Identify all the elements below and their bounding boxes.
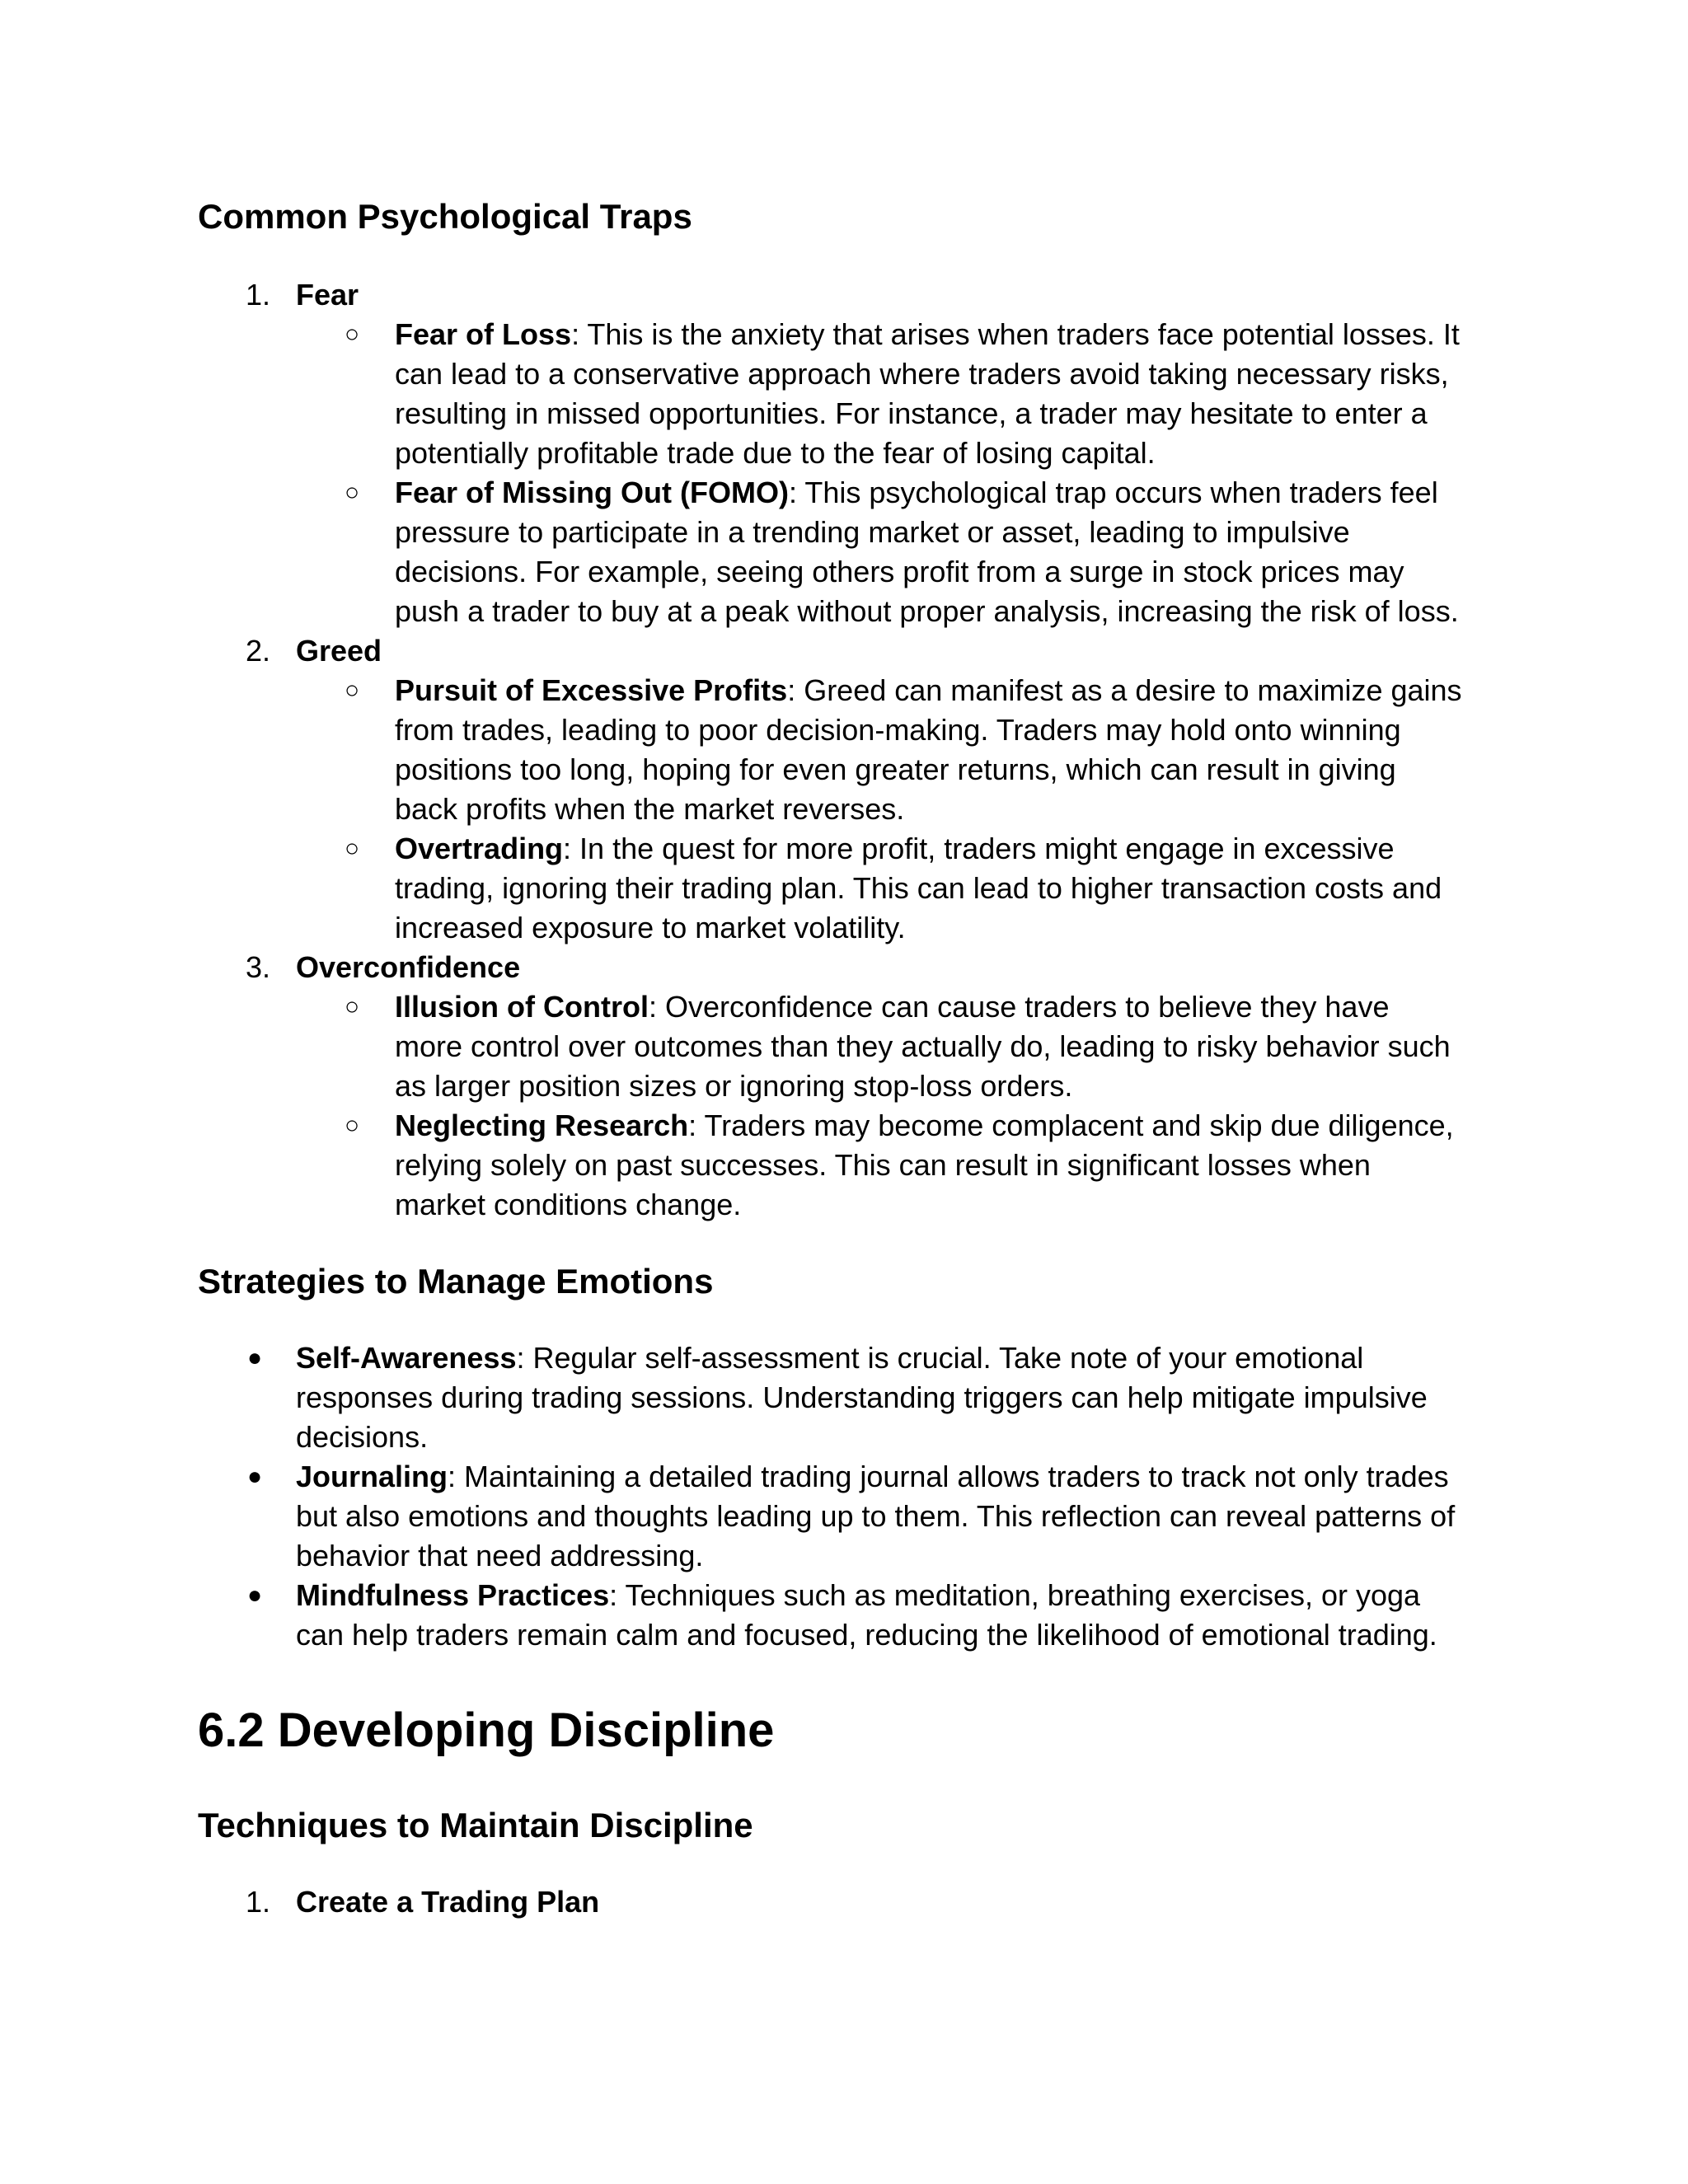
bullet-item-text: Mindfulness Practices: Techniques such as meditation, breathing exercises, or yoga (296, 1578, 1421, 1612)
sub-item-text: as larger position sizes or ignoring stop-loss orders. (395, 1069, 1073, 1103)
sub-item-text: positions too long, hoping for even greater returns, which can result in giving (395, 752, 1396, 786)
bullet-marker: ● (247, 1344, 263, 1371)
section-heading-techniques: Techniques to Maintain Discipline (198, 1806, 753, 1844)
sub-item-text: potentially profitable trade due to the fear of losing capital. (395, 436, 1156, 470)
sub-item-text: push a trader to buy at a peak without proper analysis, increasing the risk of loss. (395, 594, 1459, 628)
sub-item-text: can lead to a conservative approach where traders avoid taking necessary risks, (395, 357, 1449, 391)
sub-item-text: relying solely on past successes. This can result in significant losses when (395, 1148, 1371, 1182)
bullet-item-text: behavior that need addressing. (296, 1539, 704, 1572)
section-heading-strategies: Strategies to Manage Emotions (198, 1262, 714, 1301)
sub-item-text: Neglecting Research: Traders may become complacent and skip due diligence, (395, 1108, 1454, 1142)
sub-item-text: resulting in missed opportunities. For instance, a trader may hesitate to enter a (395, 396, 1428, 430)
sub-item-text: Overtrading: In the quest for more profit, traders might engage in excessive (395, 832, 1395, 865)
sub-item-text: market conditions change. (395, 1188, 742, 1221)
bullet-marker: ● (247, 1463, 263, 1490)
bullet-item-text: but also emotions and thoughts leading up to them. This reflection can reveal patterns of (296, 1499, 1456, 1533)
bullet-item-text: Journaling: Maintaining a detailed trading journal allows traders to track not only trades (296, 1460, 1449, 1493)
bullet-item-text: responses during trading sessions. Understanding triggers can help mitigate impulsive (296, 1380, 1428, 1414)
sub-item-text: Illusion of Control: Overconfidence can cause traders to believe they have (395, 990, 1390, 1024)
sub-item-text: increased exposure to market volatility. (395, 911, 906, 944)
bullet-item-text: can help traders remain calm and focused, reducing the likelihood of emotional trading. (296, 1618, 1437, 1652)
list-number: 1. (246, 1885, 271, 1919)
sub-item-text: decisions. For example, seeing others profit from a surge in stock prices may (395, 555, 1404, 588)
sub-bullet-marker: ○ (345, 835, 360, 862)
sub-item-text: Fear of Missing Out (FOMO): This psychological trap occurs when traders feel (395, 476, 1438, 509)
sub-item-text: back profits when the market reverses. (395, 792, 905, 826)
sub-item-text: Pursuit of Excessive Profits: Greed can manifest as a desire to maximize gains (395, 673, 1462, 707)
list-item-title: Greed (296, 634, 382, 668)
list-number: 2. (246, 634, 271, 668)
sub-bullet-marker: ○ (345, 677, 360, 704)
list-item-title: Create a Trading Plan (296, 1885, 600, 1919)
list-number: 1. (246, 278, 271, 312)
sub-bullet-marker: ○ (345, 1112, 360, 1139)
sub-item-text: Fear of Loss: This is the anxiety that arises when traders face potential losses. It (395, 317, 1460, 351)
bullet-marker: ● (247, 1582, 263, 1609)
list-item-title: Overconfidence (296, 950, 521, 984)
sub-item-text: from trades, leading to poor decision-making. Traders may hold onto winning (395, 713, 1401, 747)
sub-item-text: more control over outcomes than they actually do, leading to risky behavior such (395, 1029, 1451, 1063)
list-item-title: Fear (296, 278, 359, 312)
bullet-item-text: decisions. (296, 1420, 429, 1454)
sub-item-text: pressure to participate in a trending market or asset, leading to impulsive (395, 515, 1350, 549)
sub-bullet-marker: ○ (345, 993, 360, 1020)
sub-item-text: trading, ignoring their trading plan. This can lead to higher transaction costs and (395, 871, 1442, 905)
sub-bullet-marker: ○ (345, 321, 360, 348)
section-heading-traps: Common Psychological Traps (198, 197, 692, 236)
bullet-item-text: Self-Awareness: Regular self-assessment is crucial. Take note of your emotional (296, 1341, 1364, 1375)
list-number: 3. (246, 950, 271, 984)
chapter-heading-discipline: 6.2 Developing Discipline (198, 1704, 775, 1757)
sub-bullet-marker: ○ (345, 479, 360, 506)
